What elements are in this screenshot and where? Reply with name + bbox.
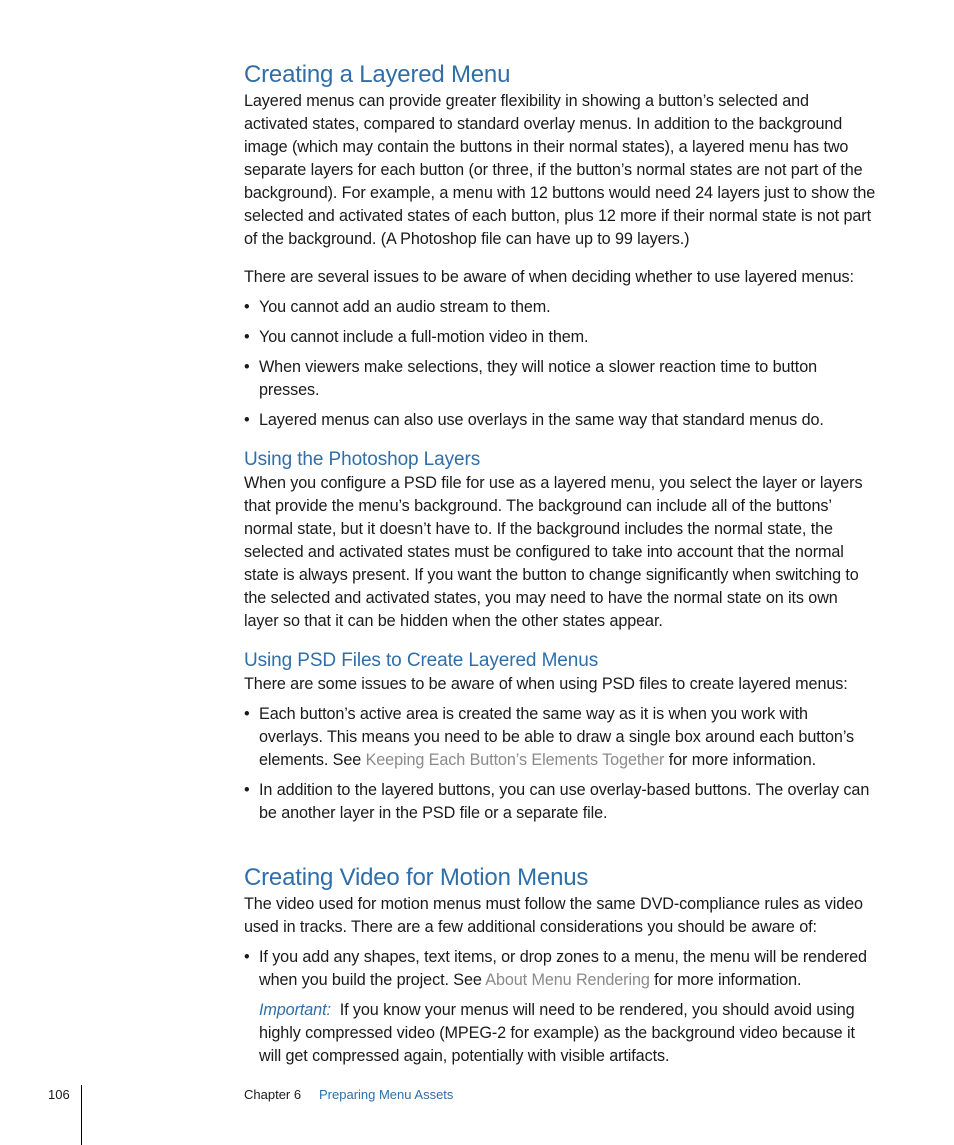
footer-chapter-title: Preparing Menu Assets (319, 1087, 454, 1102)
list-item-text: Layered menus can also use overlays in the same way that standard menus do. (259, 411, 824, 429)
bullet: • (244, 358, 250, 376)
page-content (244, 60, 876, 1068)
link-about-menu-rendering[interactable]: About Menu Rendering (485, 971, 650, 989)
heading-using-psd-files: Using PSD Files to Create Layered Menus (244, 650, 599, 671)
list-item (244, 356, 876, 402)
important-label: Important: (259, 1001, 331, 1019)
list-item-text: In addition to the layered buttons, you can use overlay-based buttons. The overlay can be another layer in the PSD file or a separate file. (259, 781, 870, 822)
page-number: 106 (48, 1087, 70, 1102)
paragraph-photoshop-layers: When you configure a PSD file for use as a layered menu, you select the layer or layers that provide the menu’s background. The background can include all of the buttons’ normal state, but it doesn’t have to. If the background includes the normal state, the selected and activated states must be configured to take into account that the normal state is always present. If you want the button to change significantly when switching to the selected and activated states, you may need to have the normal state on its own layer so that it can be hidden when the other states appear. (244, 474, 863, 630)
list-item-text: If you add any shapes, text items, or drop zones to a menu, the menu will be rendered when you build the project. See (259, 948, 867, 989)
important-note (259, 999, 876, 1068)
footer-chapter: Chapter 6 (244, 1087, 302, 1102)
paragraph-layered-intro: Layered menus can provide greater flexibility in showing a button’s selected and activated states, compared to standard overlay menus. In addition to the background image (which may contain the buttons in their normal states), a layered menu has two separate layers for each button (or three, if the button’s normal states are not part of the background). For example, a menu with 12 buttons would need 24 layers just to show the selected and activated states of each button, plus 12 more if their normal state is not part of the background. (A Photoshop file can have up to 99 layers.) (244, 92, 876, 248)
list-item (244, 296, 876, 319)
list-item (244, 779, 876, 825)
heading-creating-layered-menu: Creating a Layered Menu (244, 61, 511, 88)
important-text: If you know your menus will need to be rendered, you should avoid using highly compressed video (MPEG-2 for example) as the background video because it will get compressed again, potentially with visible artifacts. (259, 1001, 855, 1065)
list-item (244, 946, 876, 992)
bullet: • (244, 705, 250, 723)
list-item (244, 409, 876, 432)
bullet: • (244, 411, 250, 429)
list-item-text-end: for more information. (664, 751, 816, 769)
list-item (244, 326, 876, 349)
list-item-text: Each button’s active area is created the same way as it is when you work with overlays. This means you need to be able to draw a single box around each button’s elements. See (259, 705, 855, 769)
list-item-text-end: for more information. (649, 971, 802, 989)
bullet: • (244, 948, 250, 966)
paragraph-video-intro: The video used for motion menus must follow the same DVD-compliance rules as video used in tracks. There are a few additional considerations you should be aware of: (244, 895, 863, 936)
list-item (244, 703, 876, 772)
list-video-considerations (244, 946, 876, 992)
heading-creating-video-motion-menus: Creating Video for Motion Menus (244, 864, 589, 891)
list-item-text: You cannot add an audio stream to them. (259, 298, 551, 316)
list-item-text: When viewers make selections, they will notice a slower reaction time to button presses. (259, 358, 818, 399)
list-layered-issues (244, 296, 876, 432)
link-keeping-elements-together[interactable]: Keeping Each Button’s Elements Together (365, 751, 665, 769)
bullet: • (244, 781, 250, 799)
heading-using-photoshop-layers: Using the Photoshop Layers (244, 449, 481, 470)
paragraph-layered-issues: There are several issues to be aware of when deciding whether to use layered menus: (244, 268, 854, 286)
bullet: • (244, 328, 250, 346)
footer-divider (81, 1085, 82, 1145)
bullet: • (244, 298, 250, 316)
paragraph-psd-issues: There are some issues to be aware of when using PSD files to create layered menus: (244, 675, 848, 693)
list-item-text: You cannot include a full-motion video in them. (259, 328, 589, 346)
list-psd-issues (244, 703, 876, 825)
